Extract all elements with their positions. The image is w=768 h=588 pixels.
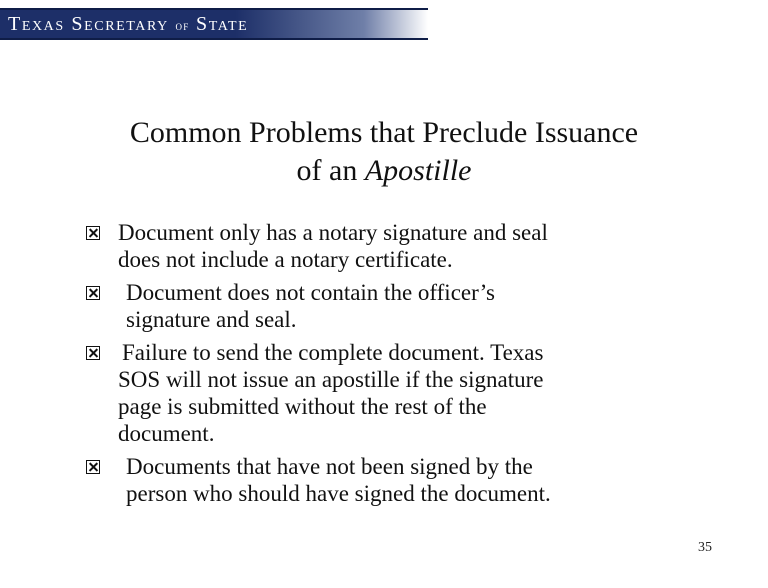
bullet-2-line-1: Document does not contain the officer’s: [126, 280, 495, 305]
slide-title-line2-prefix: of an: [296, 154, 365, 187]
x-box-icon: [86, 226, 100, 240]
x-box-icon: [86, 346, 100, 360]
bullet-4-line-1: Documents that have not been signed by the: [126, 454, 533, 479]
bullet-3-line-4: document.: [118, 421, 215, 446]
bullet-1-line-1: Document only has a notary signature and seal: [118, 220, 548, 245]
page-number: 35: [698, 540, 712, 555]
slide-title-line2-italic: Apostille: [364, 154, 472, 187]
bullet-1-line-2: does not include a notary certificate.: [118, 247, 453, 272]
organization-title-of: of: [175, 18, 190, 33]
slide-title-line1: Common Problems that Preclude Issuance: [129, 116, 639, 149]
bullet-4-line-2: person who should have signed the document.: [126, 481, 551, 506]
bullet-3-line-2: SOS will not issue an apostille if the signature: [118, 367, 544, 392]
bullet-3-line-1: Failure to send the complete document. Texas: [122, 340, 544, 365]
bullet-3-line-3: page is submitted without the rest of the: [118, 394, 487, 419]
x-box-icon: [86, 286, 100, 300]
organization-title-main: Texas Secretary: [8, 13, 169, 35]
x-box-icon: [86, 460, 100, 474]
organization-title-end: State: [196, 13, 249, 35]
bullet-2-line-2: signature and seal.: [126, 307, 297, 332]
